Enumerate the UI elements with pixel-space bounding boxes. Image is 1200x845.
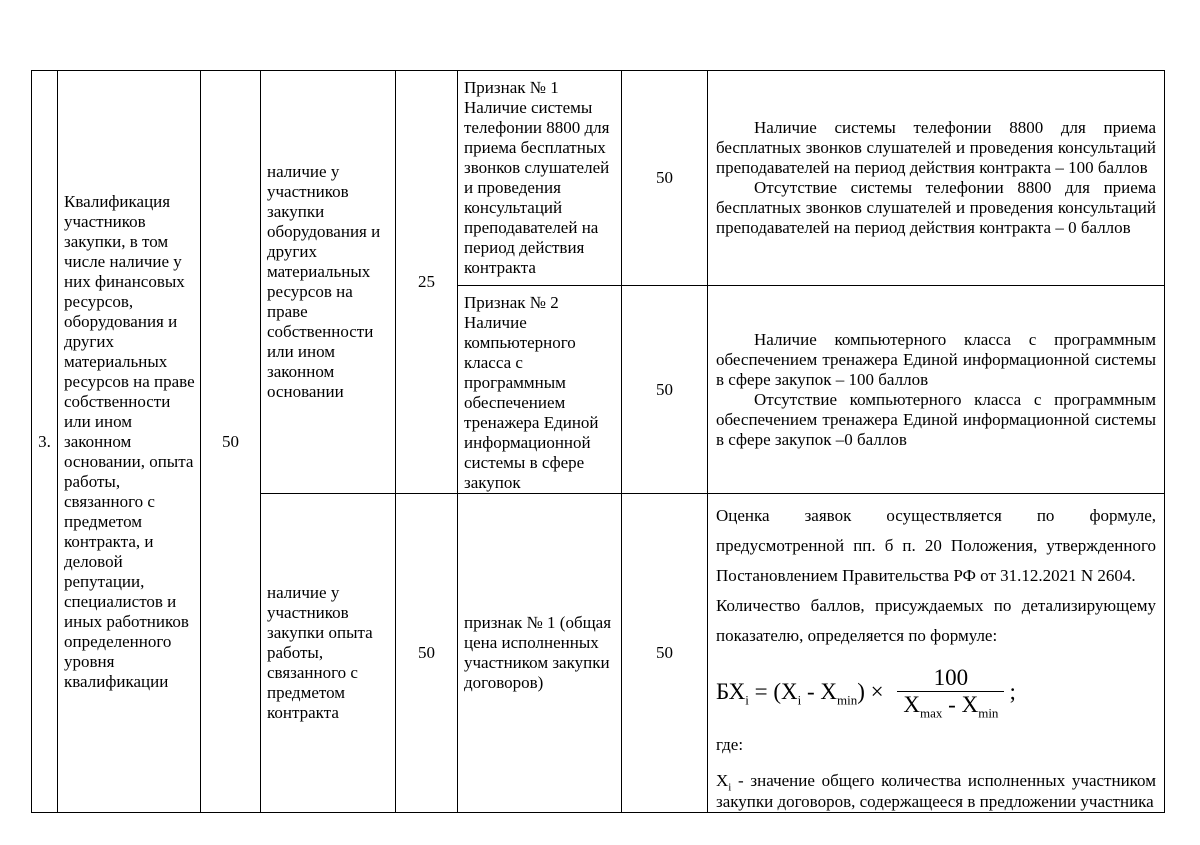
formula-numerator: 100: [933, 665, 969, 690]
subcriterion-2-cell: [261, 494, 396, 813]
criteria-table: [31, 70, 1165, 813]
indicator-3-score: 50: [656, 643, 673, 662]
score-formula: [716, 665, 1156, 721]
subcriterion-2-weight-cell: [396, 494, 458, 813]
subcriterion-2-text: наличие у участников закупки опыта работы, связанного с предметом контракта: [267, 583, 373, 722]
indicator-2-label: Признак № 2: [464, 293, 559, 312]
subcriterion-1-cell: [261, 71, 396, 494]
indicator-1-description: Наличие системы телефонии 8800 для приема бесплатных звонков слушателей и проведения консультаций преподавателей на период действия контракта: [464, 98, 610, 277]
indicator-2-rule-absence: Отсутствие компьютерного класса с программным обеспечением тренажера Единой информационной системы в сфере закупок –0 баллов: [716, 389, 1156, 449]
indicator-3-cell: [458, 494, 622, 813]
xi-definition: $X_i$ - значение общего количества исполненных участником закупки договоров, содержащееся в предложении участника: [716, 771, 1156, 811]
evaluation-paragraph-2: Количество баллов, присуждаемых по детализирующему показателю, определяется по формуле:: [716, 596, 1156, 645]
subcriterion-1-weight: 25: [418, 272, 435, 291]
where-label: где:: [716, 735, 744, 754]
formula-denominator: $X_{max} - X_{min}$: [897, 691, 1004, 718]
indicator-2-score-cell: [622, 286, 708, 494]
indicator-1-rule-absence: Отсутствие системы телефонии 8800 для приема бесплатных звонков слушателей и проведения консультаций преподавателей на период действия контракта – 0 баллов: [716, 178, 1156, 237]
formula-fraction: [897, 665, 1004, 721]
indicator-1-rule-presence: Наличие системы телефонии 8800 для приема бесплатных звонков слушателей и проведения консультаций преподавателей на период действия контракта – 100 баллов: [716, 118, 1156, 177]
indicator-3-label: признак № 1 (общая цена исполненных участником закупки договоров): [464, 613, 612, 692]
row-number: 3.: [38, 431, 51, 451]
indicator-1-rules-cell: [708, 71, 1165, 286]
row-number-cell: [32, 71, 58, 813]
criterion-weight: 50: [222, 431, 239, 451]
formula-left-part: $БХ_i = (X_i - X_{min})$ ×: [716, 678, 890, 708]
subcriterion-1-text: наличие у участников закупки оборудования и других материальных ресурсов на праве собственности или ином законном основании: [267, 162, 381, 401]
formula-semicolon: ;: [1009, 678, 1016, 704]
indicator-2-description: Наличие компьютерного класса с программным обеспечением тренажера Единой информационной системы в сфере закупок: [464, 313, 599, 492]
indicator-2-cell: [458, 286, 622, 494]
criterion-weight-cell: [201, 71, 261, 813]
indicator-1-score: 50: [656, 168, 673, 187]
indicator-1-score-cell: [622, 71, 708, 286]
subcriterion-2-weight: 50: [418, 643, 435, 662]
indicator-1-label: Признак № 1: [464, 78, 559, 97]
indicator-2-rules-cell: [708, 286, 1165, 494]
indicator-2-score: 50: [656, 379, 673, 399]
evaluation-cell: [708, 494, 1165, 813]
evaluation-paragraph-1: Оценка заявок осуществляется по формуле, предусмотренной пп. б п. 20 Положения, утвержденного Постановлением Правительства РФ от 31.12.2021 N 2604.: [716, 506, 1156, 585]
criterion-cell: [58, 71, 201, 813]
indicator-2-rule-presence: Наличие компьютерного класса с программным обеспечением тренажера Единой информационной системы в сфере закупок – 100 баллов: [716, 329, 1156, 389]
indicator-1-cell: [458, 71, 622, 286]
criterion-text: Квалификация участников закупки, в том числе наличие у них финансовых ресурсов, оборудования и других материальных ресурсов на праве собственности или ином законном основании, опыта работы, связанного с предметом контракта, и деловой репутации, специалистов и иных работников определенного уровня квалификации: [64, 191, 195, 691]
indicator-3-score-cell: [622, 494, 708, 813]
subcriterion-1-weight-cell: [396, 71, 458, 494]
